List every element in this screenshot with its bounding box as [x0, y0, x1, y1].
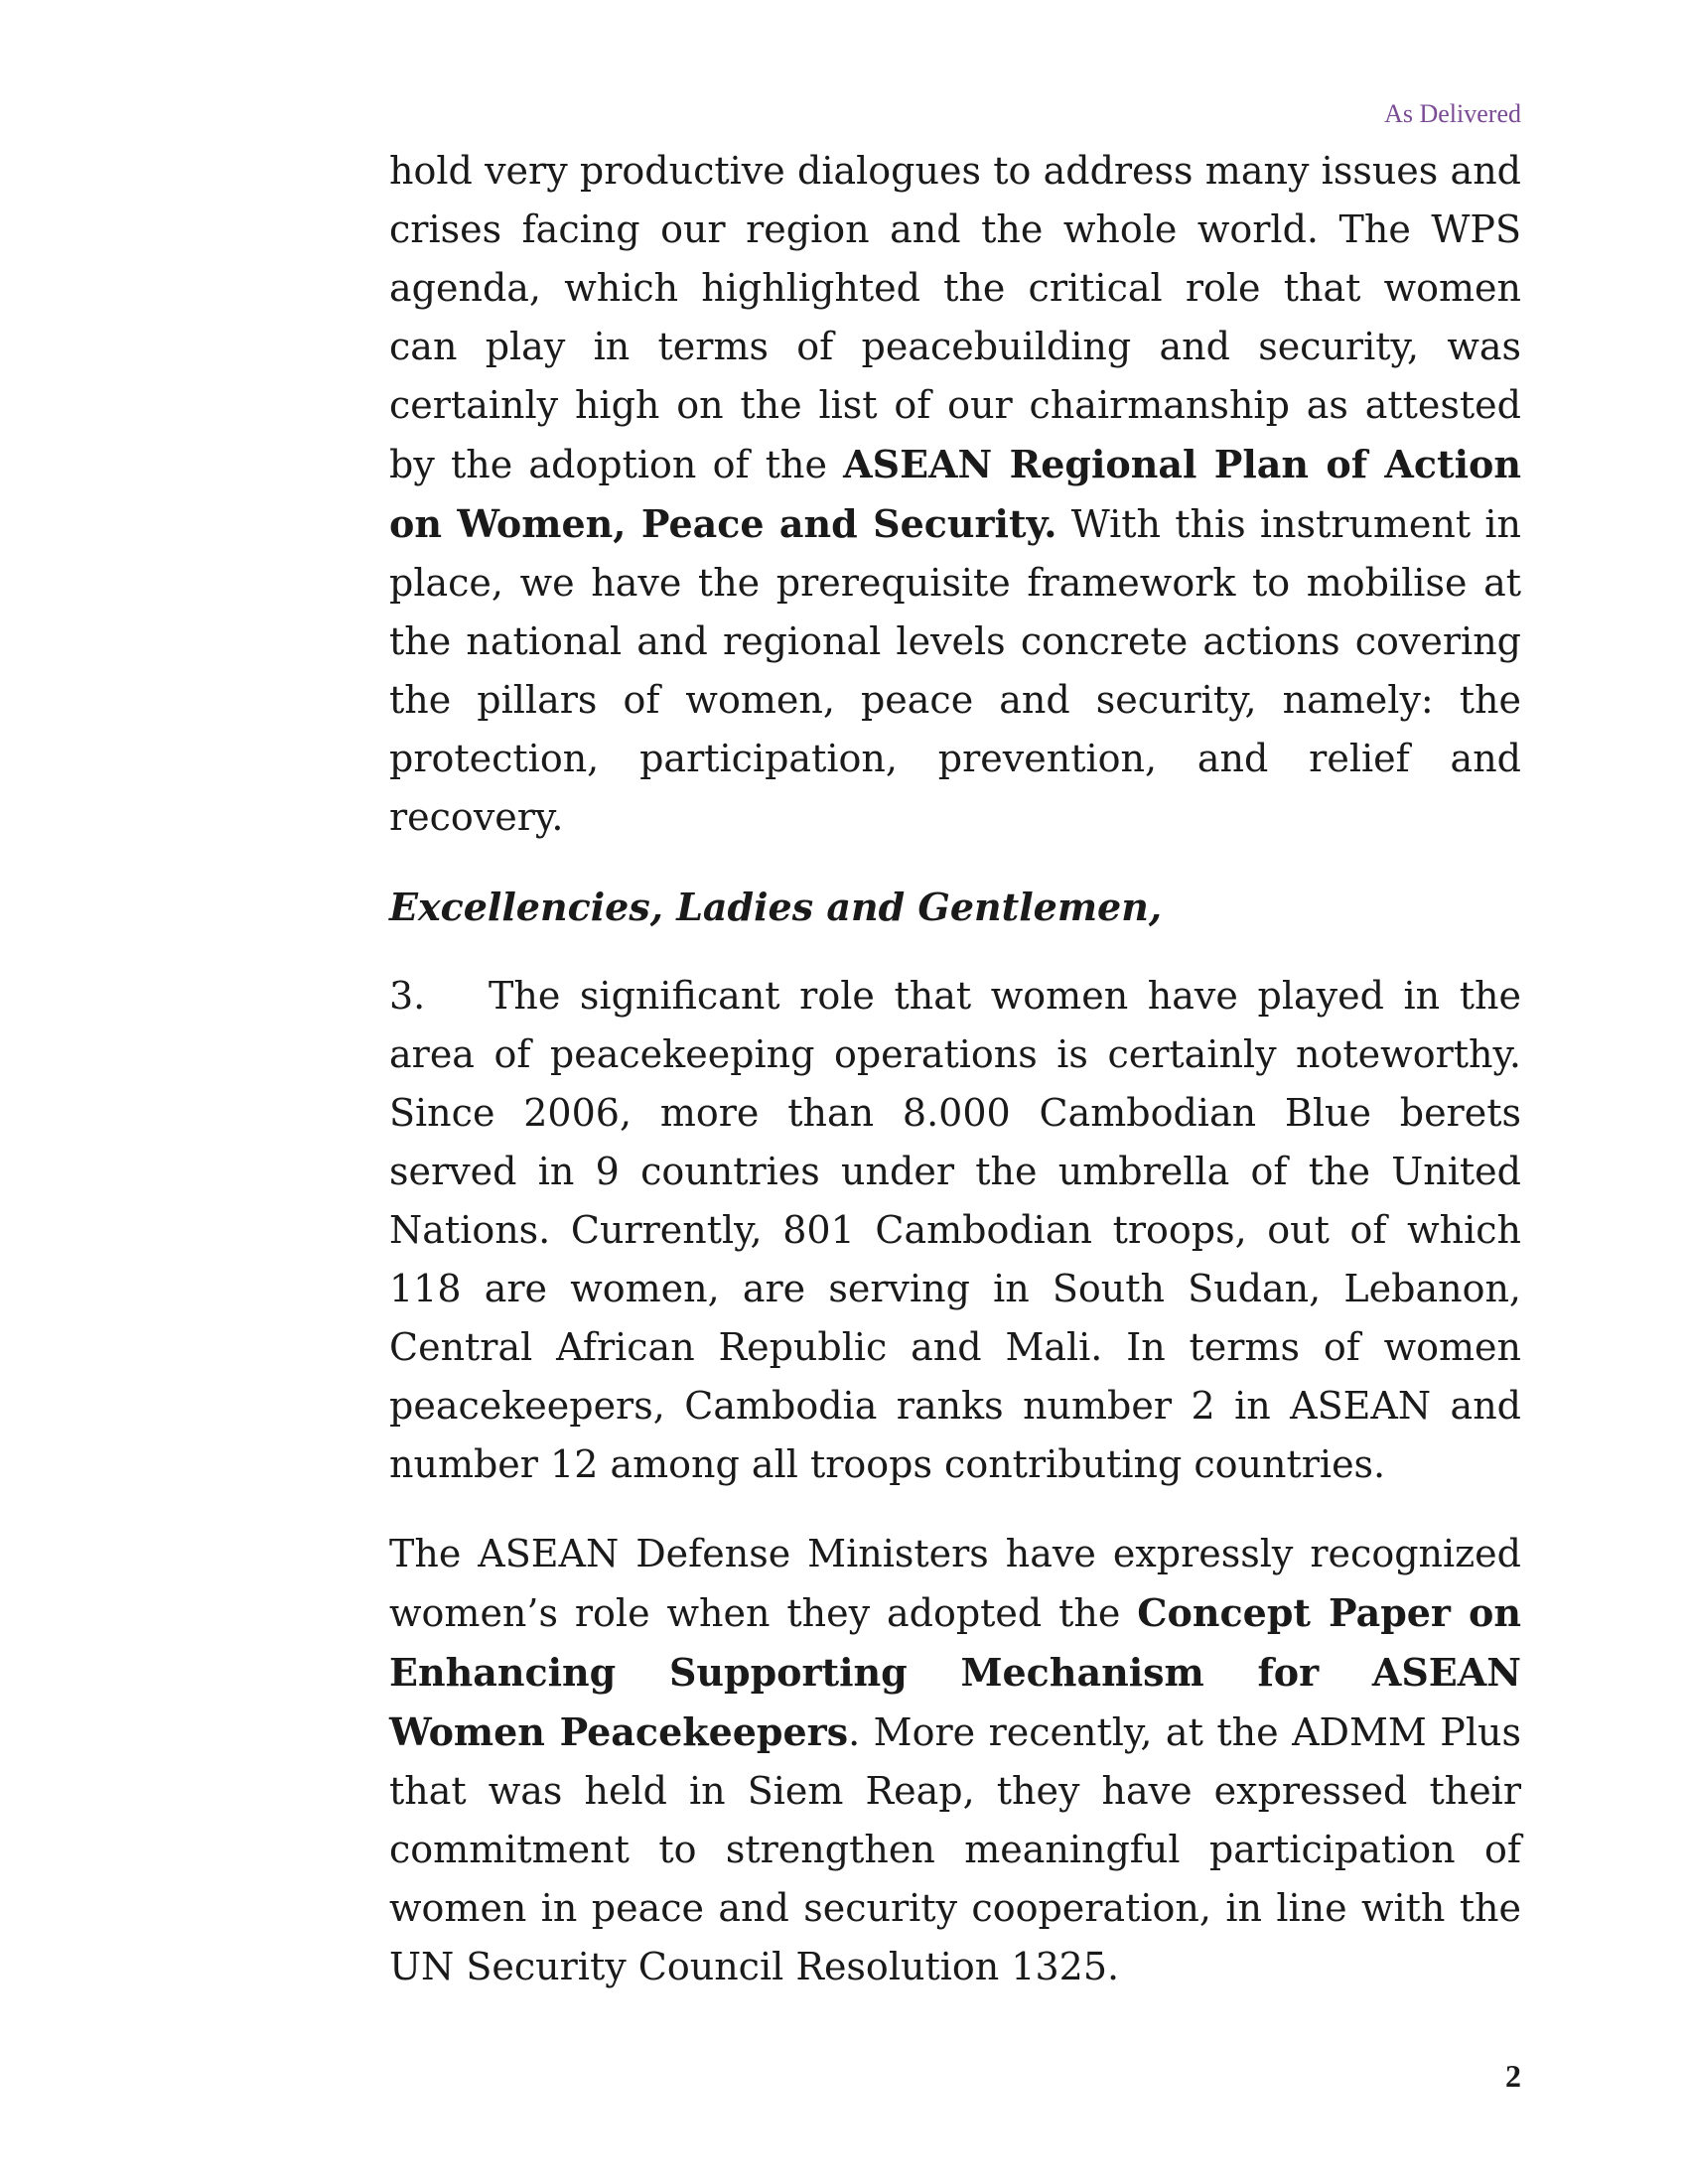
paragraph-3-text-b: . More recently, at the ADMM Plus that was held in Siem Reap, they have expressed their commitment to strengthen meaningful participation of women in peace and security cooperation, in line with the UN Security Council Resolution 1325. [389, 1710, 1521, 1988]
page-number: 2 [1505, 2058, 1521, 2094]
salutation: Excellencies, Ladies and Gentlemen, [389, 885, 1163, 929]
paragraph-1-text-a: hold very productive dialogues to address many issues and crises facing our region and the whole world. The WPS agenda, which highlighted the critical role that women can play in terms of peacebuilding and security, was certainly high on the list of our chairmanship as attested by the adoption of the [389, 149, 1521, 486]
document-header-label: As Delivered [1384, 99, 1521, 128]
paragraph-3 [389, 1525, 1521, 1996]
document-body [389, 142, 1521, 1996]
paragraph-1-bold-title: ASEAN Regional Plan of Action on Women, Peace and Security. [389, 442, 1521, 546]
paragraph-1-text-b: With this instrument in place, we have the prerequisite framework to mobilise at the national and regional levels concrete actions covering the pillars of women, peace and security, namely: the protection, participation, prevention, and relief and recovery. [389, 502, 1522, 839]
paragraph-2 [389, 967, 1521, 1494]
paragraph-3-bold-title: Concept Paper on Enhancing Supporting Mechanism for ASEAN Women Peacekeepers [389, 1590, 1521, 1754]
paragraph-2-number: 3. [389, 974, 426, 1018]
paragraph-1 [389, 142, 1521, 847]
paragraph-2-text: The significant role that women have played in the area of peacekeeping operations is certainly noteworthy. Since 2006, more than 8.000 Cambodian Blue berets served in 9 countries under the umbrella of the United Nations. Currently, 801 Cambodian troops, out of which 118 are women, are serving in South Sudan, Lebanon, Central African Republic and Mali. In terms of women peacekeepers, Cambodia ranks number 2 in ASEAN and number 12 among all troops contributing countries. [389, 974, 1521, 1486]
paragraph-3-text-a: The ASEAN Defense Ministers have expressly recognized women’s role when they adopted the [389, 1532, 1521, 1635]
